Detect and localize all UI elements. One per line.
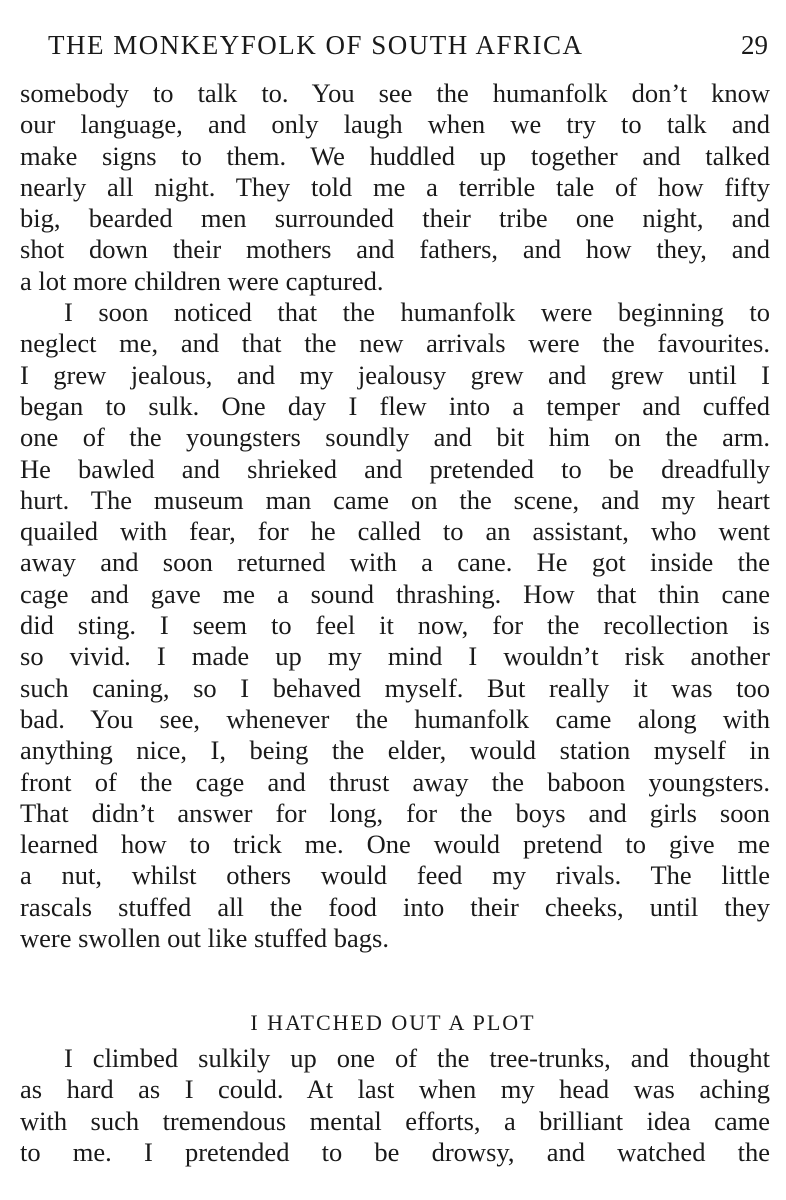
text-line: a nut, whilst others would feed my rivals. The little <box>20 860 770 891</box>
page-number: 29 <box>741 30 768 60</box>
running-title: THE MONKEYFOLK OF SOUTH AFRICA <box>48 30 584 60</box>
text-line: so vivid. I made up my mind I wouldn’t risk another <box>20 641 770 672</box>
body-text-after-heading <box>20 1043 770 1168</box>
text-line: rascals stuffed all the food into their cheeks, until they <box>20 891 770 922</box>
text-line: bad. You see, whenever the humanfolk came along with <box>20 703 770 734</box>
text-line: anything nice, I, being the elder, would station myself in <box>20 735 770 766</box>
text-line: with such tremendous mental efforts, a brilliant idea came <box>20 1105 770 1136</box>
text-line: nearly all night. They told me a terrible tale of how fifty <box>20 171 770 202</box>
text-line: neglect me, and that the new arrivals were the favourites. <box>20 328 770 359</box>
text-line: front of the cage and thrust away the baboon youngsters. <box>20 766 770 797</box>
text-line: cage and gave me a sound thrashing. How that thin cane <box>20 578 770 609</box>
text-line: our language, and only laugh when we try to talk and <box>20 109 770 140</box>
text-line: shot down their mothers and fathers, and how they, and <box>20 234 770 265</box>
text-line: such caning, so I behaved myself. But really it was too <box>20 672 770 703</box>
text-line: That didn’t answer for long, for the boys and girls soon <box>20 797 770 828</box>
text-line: began to sulk. One day I flew into a temper and cuffed <box>20 390 770 421</box>
text-line: to me. I pretended to be drowsy, and watched the <box>20 1136 770 1167</box>
text-line: He bawled and shrieked and pretended to be dreadfully <box>20 453 770 484</box>
text-line: as hard as I could. At last when my head was aching <box>20 1074 770 1105</box>
text-line: were swollen out like stuffed bags. <box>20 923 389 954</box>
text-line: did sting. I seem to feel it now, for the recollection is <box>20 610 770 641</box>
text-line: somebody to talk to. You see the humanfolk don’t know <box>20 78 770 108</box>
text-line: hurt. The museum man came on the scene, and my heart <box>20 484 770 515</box>
text-line: one of the youngsters soundly and bit him on the arm. <box>20 422 770 453</box>
text-line: quailed with fear, for he called to an assistant, who went <box>20 516 770 547</box>
text-line: I soon noticed that the humanfolk were beginning to <box>64 297 770 328</box>
text-line: away and soon returned with a cane. He got inside the <box>20 547 770 578</box>
text-line: I grew jealous, and my jealousy grew and grew until I <box>20 359 770 390</box>
section-heading: I HATCHED OUT A PLOT <box>250 1010 536 1035</box>
running-head <box>48 30 768 60</box>
text-line: I climbed sulkily up one of the tree-trunks, and thought <box>64 1043 770 1073</box>
text-line: learned how to trick me. One would pretend to give me <box>20 829 770 860</box>
text-line: big, bearded men surrounded their tribe one night, and <box>20 203 770 234</box>
text-line: make signs to them. We huddled up together and talked <box>20 140 770 171</box>
text-line: a lot more children were captured. <box>20 265 384 296</box>
body-text-before-heading <box>20 78 770 954</box>
